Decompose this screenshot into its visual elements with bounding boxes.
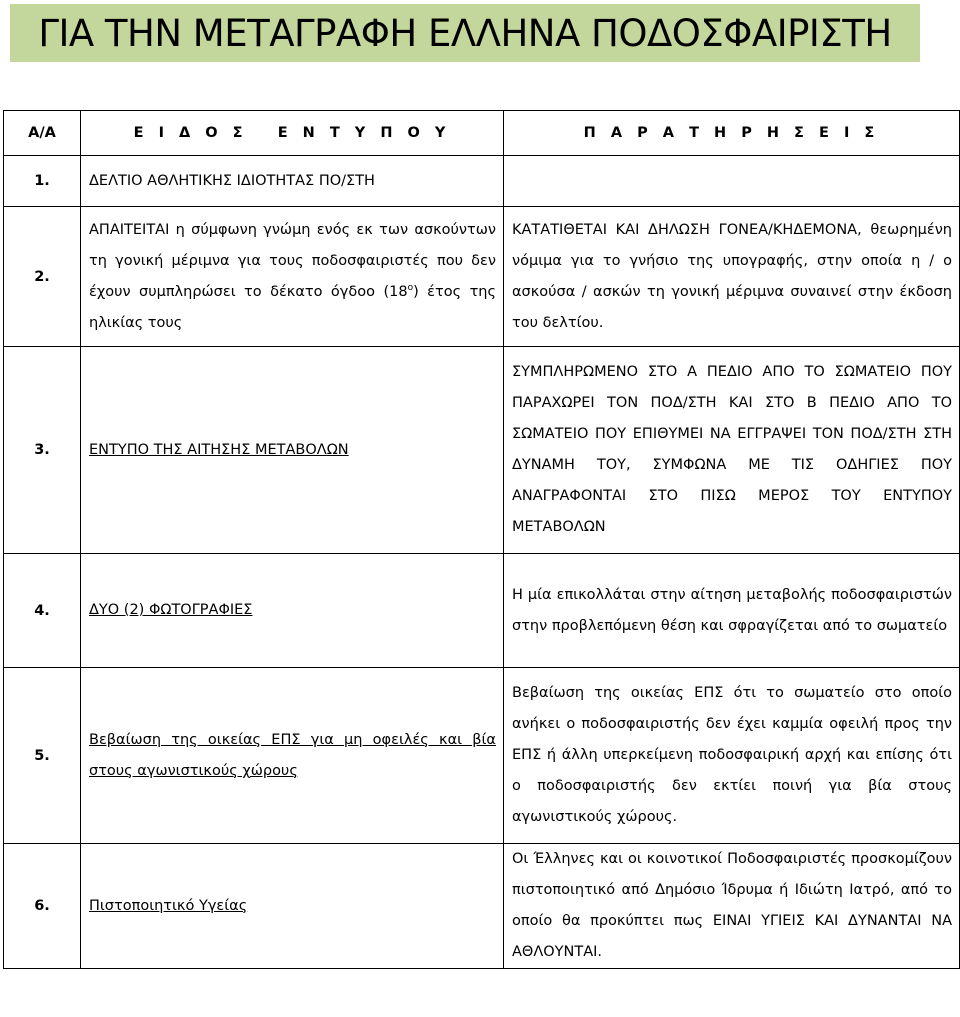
table-row — [4, 844, 960, 969]
table-row — [4, 554, 960, 668]
row-number: 4. — [4, 554, 81, 668]
row-notes — [504, 844, 960, 969]
row-document-type — [81, 844, 504, 969]
row-document-type — [81, 347, 504, 554]
row-notes — [504, 156, 960, 207]
row-document-type-main: ΑΠΑΙΤΕΙΤΑΙ η σύμφωνη γνώμη ενός εκ των ασκούντων τη γονική μέριμνα για τους ποδοσφαιριστές που δεν έχουν συμπληρώσει το δέκατο όγδοο (18 — [89, 221, 496, 300]
row-document-type — [81, 554, 504, 668]
title-banner — [10, 4, 920, 62]
row-document-type-text: ΔΕΛΤΙΟ ΑΘΛΗΤΙΚΗΣ ΙΔΙΟΤΗΤΑΣ ΠΟ/ΣΤΗ — [89, 172, 375, 189]
row-notes-text: ΣΥΜΠΛΗΡΩΜΕΝΟ ΣΤΟ Α ΠΕΔΙΟ ΑΠΟ ΤΟ ΣΩΜΑΤΕΙΟ ΠΟΥ ΠΑΡΑΧΩΡΕΙ ΤΟΝ ΠΟΔ/ΣΤΗ ΚΑΙ ΣΤΟ Β ΠΕΔΙΟ ΑΠΟ ΤΟ ΣΩΜΑΤΕΙΟ ΠΟΥ ΕΠΙΘΥΜΕΙ ΝΑ ΕΓΓΡΑΨΕΙ ΤΟΝ ΠΟΔ/ΣΤΗ ΣΤΗ ΔΥΝΑΜΗ ΤΟΥ, ΣΥΜΦΩΝΑ ΜΕ ΤΙΣ ΟΔΗΓΙΕΣ ΠΟΥ ΑΝΑΓΡΑΦΟΝΤΑΙ ΣΤΟ ΠΙΣΩ ΜΕΡΟΣ ΤΟΥ ΕΝΤΥΠΟΥ ΜΕΤΑΒΟΛΩΝ — [512, 364, 952, 535]
row-notes-text: ΚΑΤΑΤΙΘΕΤΑΙ ΚΑΙ ΔΗΛΩΣΗ ΓΟΝΕΑ/ΚΗΔΕΜΟΝΑ, θεωρημένη νόμιμα για το γνήσιο της υπογραφής, στην οποία η / ο ασκούσα / ασκών τη γονική μέριμνα συναινεί στην έκδοση του δελτίου. — [512, 221, 952, 331]
header-notes: Π Α Ρ Α Τ Η Ρ Η Σ Ε Ι Σ — [504, 111, 960, 156]
row-document-type — [81, 156, 504, 207]
row-notes — [504, 347, 960, 554]
row-number: 2. — [4, 207, 81, 347]
header-type: Ε Ι Δ Ο Σ Ε Ν Τ Υ Π Ο Υ — [81, 111, 504, 156]
row-document-type-text: Πιστοποιητικό Υγείας — [89, 897, 248, 914]
row-notes-text: Βεβαίωση της οικείας ΕΠΣ ότι το σωματείο στο οποίο ανήκει ο ποδοσφαιριστής δεν έχει καμμία οφειλή προς την ΕΠΣ ή άλλη υπερκείμενη ποδοσφαιρική αρχή και επίσης ότι ο ποδοσφαιριστής δεν εκτίει ποινή για βία στους αγωνιστικούς χώρους. — [512, 685, 952, 825]
row-document-type-text: ΕΝΤΥΠΟ ΤΗΣ ΑΙΤΗΣΗΣ ΜΕΤΑΒΟΛΩΝ — [89, 441, 349, 458]
ordinal-superscript: ο — [407, 282, 414, 293]
row-document-type-text: ΔΥΟ (2) ΦΩΤΟΓΡΑΦΙΕΣ — [89, 602, 253, 618]
row-notes — [504, 207, 960, 347]
table-row — [4, 668, 960, 844]
row-notes — [504, 554, 960, 668]
row-document-type — [81, 207, 504, 347]
row-number: 5. — [4, 668, 81, 844]
header-num: Α/Α — [4, 111, 81, 156]
table-row — [4, 156, 960, 207]
row-number: 6. — [4, 844, 81, 969]
table-row — [4, 347, 960, 554]
row-notes-text: Οι Έλληνες και οι κοινοτικοί Ποδοσφαιριστές προσκομίζουν πιστοποιητικό από Δημόσιο Ίδρυμα ή Ιδιώτη Ιατρό, από το οποίο θα προκύπτει πως ΕΙΝΑΙ ΥΓΙΕΙΣ ΚΑΙ ΔΥΝΑΝΤΑΙ ΝΑ ΑΘΛΟΥΝΤΑΙ. — [512, 851, 952, 960]
row-document-type — [81, 668, 504, 844]
row-document-type-text — [81, 215, 503, 339]
row-document-type-text: Βεβαίωση της οικείας ΕΠΣ για μη οφειλές και βία στους αγωνιστικούς χώρους — [89, 731, 496, 779]
row-number: 1. — [4, 156, 81, 207]
documents-table — [3, 110, 960, 969]
row-document-type-tail: ) έτος της ηλικίας τους — [89, 283, 496, 331]
row-notes-text: Η μία επικολλάται στην αίτηση μεταβολής ποδοσφαιριστών στην προβλεπόμενη θέση και σφραγίζεται από το σωματείο — [512, 586, 952, 634]
row-number: 3. — [4, 347, 81, 554]
table-row — [4, 207, 960, 347]
page-title: ΓΙΑ ΤΗΝ ΜΕΤΑΓΡΑΦΗ ΕΛΛΗΝΑ ΠΟΔΟΣΦΑΙΡΙΣΤΗ — [38, 11, 892, 55]
row-notes — [504, 668, 960, 844]
table-header-row — [4, 111, 960, 156]
